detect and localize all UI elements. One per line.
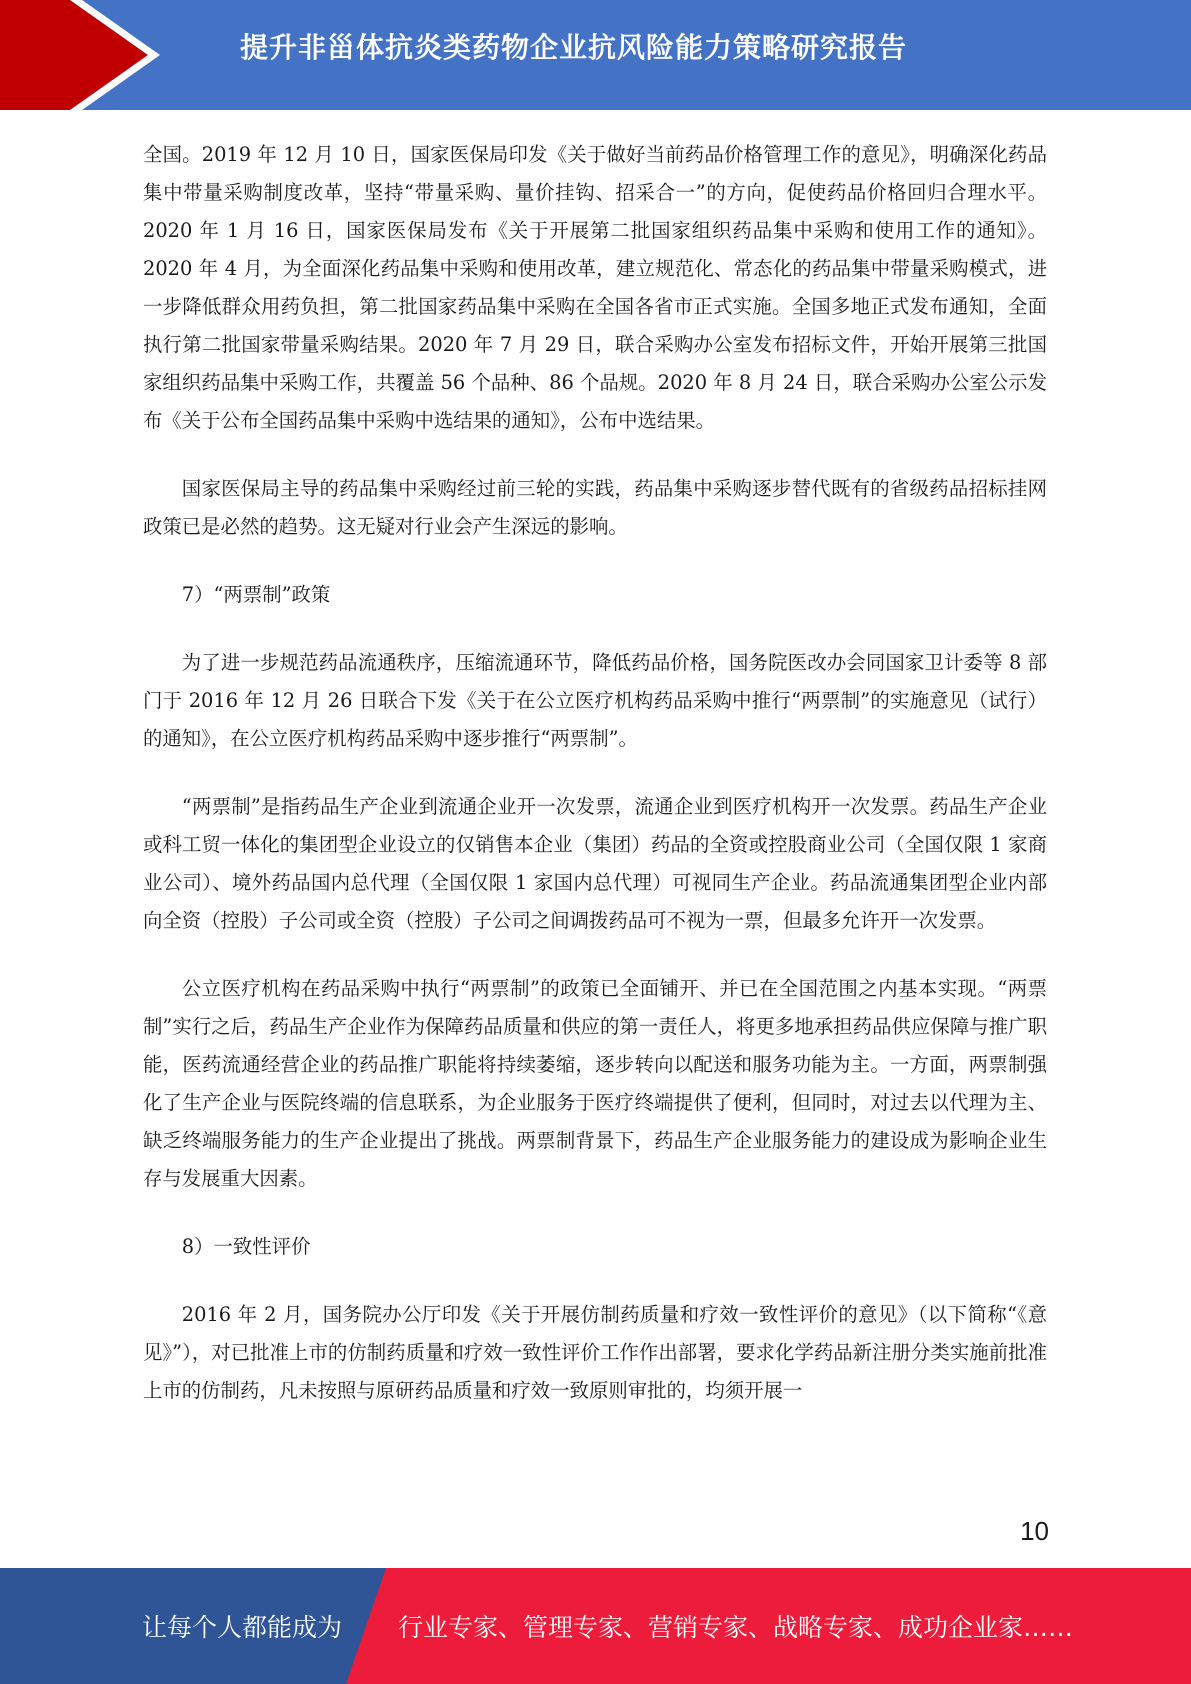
footer-slogan-left: 让每个人都能成为	[142, 1613, 343, 1642]
section-heading-consistency-evaluation: 8）一致性评价	[181, 1235, 311, 1258]
body-paragraph-5: 公立医疗机构在药品采购中执行“两票制”的政策已全面铺开、并已在全国范围之内基本实现。“两票制”实行之后，药品生产企业作为保障药品质量和供应的第一责任人，将更多地承担药品供应保障与推广职能，医药流通经营企业的药品推广职能将持续萎缩，逐步转向以配送和服务功能为主。一方面，两票制强化了生产企业与医院终端的信息联系，为企业服务于医疗终端提供了便利，但同时，对过去以代理为主、缺乏终端服务能力的生产企业提出了挑战。两票制背景下，药品生产企业服务能力的建设成为影响企业生存与发展重大因素。	[143, 977, 1047, 1190]
body-paragraph-2: 国家医保局主导的药品集中采购经过前三轮的实践，药品集中采购逐步替代既有的省级药品招标挂网政策已是必然的趋势。这无疑对行业会产生深远的影响。	[143, 477, 1047, 538]
page-number: 10	[1020, 1516, 1049, 1546]
body-paragraph-4: “两票制”是指药品生产企业到流通企业开一次发票，流通企业到医疗机构开一次发票。药品生产企业或科工贸一体化的集团型企业设立的仅销售本企业（集团）药品的全资或控股商业公司（全国仅限 1 家商业公司）、境外药品国内总代理（全国仅限 1 家国内总代理）可视同生产企业。药品流通集团型企业内部向全资（控股）子公司或全资（控股）子公司之间调拨药品可不视为一票，但最多允许开一次发票。	[143, 795, 1047, 932]
page-footer	[0, 1568, 1191, 1684]
footer-slogan-right: 行业专家、管理专家、营销专家、战略专家、成功企业家……	[398, 1613, 1074, 1642]
document-body	[143, 136, 1047, 1440]
section-heading-two-invoice-policy: 7）“两票制”政策	[181, 583, 331, 606]
body-paragraph-6: 2016 年 2 月，国务院办公厅印发《关于开展仿制药质量和疗效一致性评价的意见》（以下简称“《意见》”），对已批准上市的仿制药质量和疗效一致性评价工作作出部署，要求化学药品新注册分类实施前批准上市的仿制药，凡未按照与原研药品质量和疗效一致原则审批的，均须开展一	[143, 1303, 1047, 1402]
header-chevron-decoration	[0, 0, 160, 110]
page-header	[0, 0, 1191, 110]
body-paragraph-3: 为了进一步规范药品流通秩序，压缩流通环节，降低药品价格，国务院医改办会同国家卫计委等 8 部门于 2016 年 12 月 26 日联合下发《关于在公立医疗机构药品采购中推行“两票制”的实施意见（试行）的通知》，在公立医疗机构药品采购中逐步推行“两票制”。	[143, 651, 1047, 750]
body-paragraph-1: 全国。2019 年 12 月 10 日，国家医保局印发《关于做好当前药品价格管理工作的意见》，明确深化药品集中带量采购制度改革，坚持“带量采购、量价挂钩、招采合一”的方向，促使药品价格回归合理水平。2020 年 1 月 16 日，国家医保局发布《关于开展第二批国家组织药品集中采购和使用工作的通知》。2020 年 4 月，为全面深化药品集中采购和使用改革，建立规范化、常态化的药品集中带量采购模式，进一步降低群众用药负担，第二批国家药品集中采购在全国各省市正式实施。全国多地正式发布通知，全面执行第二批国家带量采购结果。2020 年 7 月 29 日，联合采购办公室发布招标文件，开始开展第三批国家组织药品集中采购工作，共覆盖 56 个品种、86 个品规。2020 年 8 月 24 日，联合采购办公室公示发布《关于公布全国药品集中采购中选结果的通知》，公布中选结果。	[143, 143, 1047, 432]
report-title: 提升非甾体抗炎类药物企业抗风险能力策略研究报告	[240, 31, 908, 64]
